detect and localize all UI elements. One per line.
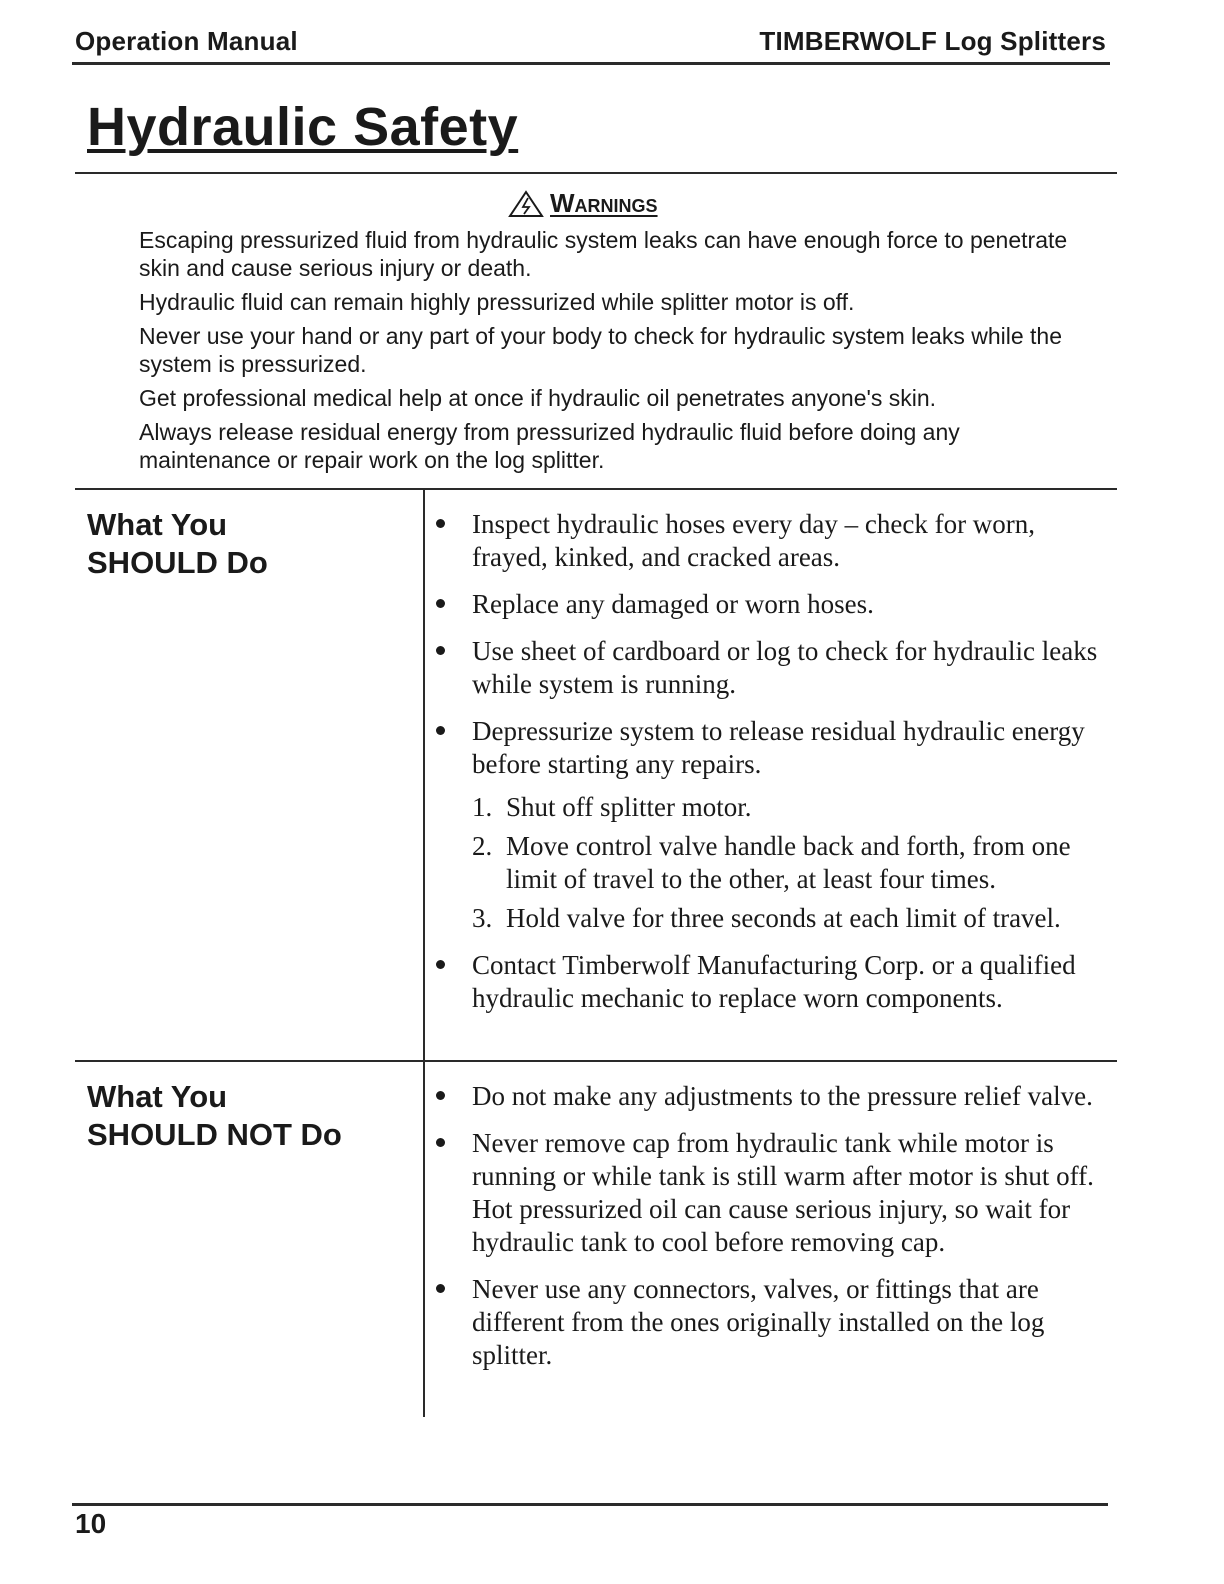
- should-do-item-text: Use sheet of cardboard or log to check for hydraulic leaks while system is running.: [472, 636, 1098, 699]
- warnings-label: Warnings: [550, 188, 658, 218]
- title-divider: [75, 172, 1117, 174]
- bullet-icon: [436, 1091, 445, 1100]
- should-not-do-item: [436, 1080, 1116, 1113]
- should-not-do-heading: What You SHOULD NOT Do: [87, 1079, 342, 1152]
- should-do-item-text: Contact Timberwolf Manufacturing Corp. or a qualified hydraulic mechanic to replace worn components.: [472, 950, 1076, 1013]
- warning-triangle-icon: [508, 190, 544, 218]
- should-not-do-item-text: Never remove cap from hydraulic tank while motor is running or while tank is still warm after motor is shut off. Hot pressurized oil can cause serious injury, so wait for hydraulic tank to cool before removing cap.: [472, 1128, 1094, 1257]
- should-do-item: [436, 588, 1116, 621]
- header-brand: TIMBERWOLF Log Splitters: [759, 26, 1106, 56]
- should-do-top-divider: [75, 488, 1117, 490]
- should-do-heading: What You SHOULD Do: [87, 507, 268, 580]
- warning-item: Get professional medical help at once if hydraulic oil penetrates anyone's skin.: [139, 385, 937, 411]
- warning-item: Always release residual energy from pressurized hydraulic fluid before doing any maintenance or repair work on the log splitter.: [139, 419, 960, 473]
- should-not-do-item-text: Never use any connectors, valves, or fittings that are different from the ones originally installed on the log splitter.: [472, 1274, 1045, 1370]
- step-item: [472, 830, 1116, 896]
- step-number: 1.: [472, 792, 493, 822]
- should-do-list: [436, 508, 1116, 1029]
- bullet-icon: [436, 726, 445, 735]
- should-do-item: [436, 949, 1116, 1015]
- step-number: 2.: [472, 831, 493, 861]
- should-do-item: [436, 715, 1116, 935]
- should-not-do-list: [436, 1080, 1116, 1386]
- should-do-item: [436, 635, 1116, 701]
- should-not-do-top-divider: [75, 1060, 1117, 1062]
- should-not-do-item: [436, 1273, 1116, 1372]
- should-not-do-item-text: Do not make any adjustments to the pressure relief valve.: [472, 1081, 1093, 1111]
- step-text: Hold valve for three seconds at each limit of travel.: [506, 903, 1061, 933]
- should-not-do-column-divider: [423, 1061, 425, 1417]
- page-number: 10: [75, 1508, 107, 1539]
- should-do-item-text: Replace any damaged or worn hoses.: [472, 589, 874, 619]
- bullet-icon: [436, 519, 445, 528]
- warning-item: Escaping pressurized fluid from hydraulic system leaks can have enough force to penetrate skin and cause serious injury or death.: [139, 227, 1068, 281]
- should-not-do-item: [436, 1127, 1116, 1259]
- step-item: [472, 791, 1116, 824]
- warnings-list: [139, 226, 1069, 480]
- warning-item: Hydraulic fluid can remain highly pressurized while splitter motor is off.: [139, 289, 855, 315]
- bullet-icon: [436, 599, 445, 608]
- should-do-item-text: Depressurize system to release residual hydraulic energy before starting any repairs.: [472, 716, 1085, 779]
- bullet-icon: [436, 1138, 445, 1147]
- page-title: Hydraulic Safety: [87, 97, 519, 157]
- should-do-item: [436, 508, 1116, 574]
- should-do-item-text: Inspect hydraulic hoses every day – check for worn, frayed, kinked, and cracked areas.: [472, 509, 1036, 572]
- step-text: Shut off splitter motor.: [506, 792, 752, 822]
- step-item: [472, 902, 1116, 935]
- header-divider: [72, 62, 1110, 65]
- depressurize-steps: [472, 791, 1116, 935]
- header-manual-title: Operation Manual: [75, 26, 298, 56]
- warning-item: Never use your hand or any part of your body to check for hydraulic system leaks while the system is pressurized.: [139, 323, 1063, 377]
- step-number: 3.: [472, 903, 493, 933]
- warnings-heading: [508, 188, 658, 218]
- bullet-icon: [436, 1284, 445, 1293]
- step-text: Move control valve handle back and forth, from one limit of travel to the other, at least four times.: [506, 831, 1071, 894]
- footer-divider: [72, 1503, 1108, 1506]
- should-do-column-divider: [423, 489, 425, 1061]
- bullet-icon: [436, 646, 445, 655]
- bullet-icon: [436, 960, 445, 969]
